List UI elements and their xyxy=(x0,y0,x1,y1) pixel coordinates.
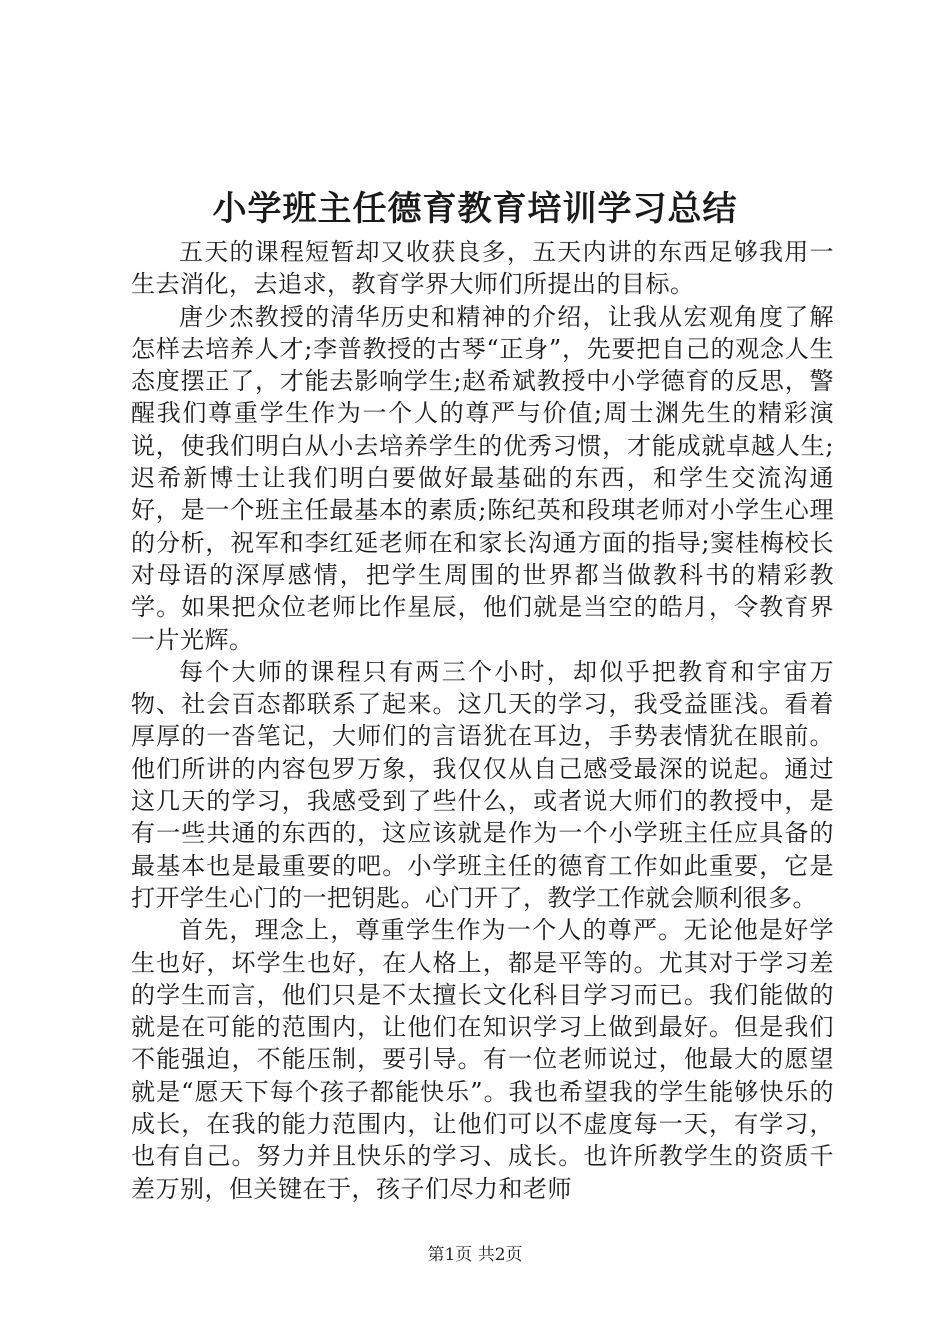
page-footer: 第1页 共2页 xyxy=(427,1245,523,1265)
paragraph-4: 首先，理念上，尊重学生作为一个人的尊严。无论他是好学生也好，坏学生也好，在人格上，都是平等的。尤其对于学习差的学生而言，他们只是不太擅长文化科目学习而已。我们能做的就是在可能的范围内，让他们在知识学习上做到最好。但是我们不能强迫，不能压制，要引导。有一位老师说过，他最大的愿望就是“愿天下每个孩子都能快乐”。我也希望我的学生能够快乐的成长，在我的能力范围内，让他们可以不虚度每一天，有学习，也有自己。努力并且快乐的学习、成长。也许所教学生的资质千差万别，但关键在于，孩子们尽力和老师 xyxy=(131,916,834,1203)
document-title: 小学班主任德育教育培训学习总结 xyxy=(212,189,738,229)
paragraph-1: 五天的课程短暂却又收获良多，五天内讲的东西足够我用一生去消化，去追求，教育学界大师们所提出的目标。 xyxy=(131,238,834,299)
paragraph-2: 唐少杰教授的清华历史和精神的介绍，让我从宏观角度了解怎样去培养人才;李普教授的古琴“正身”，先要把自己的观念人生态度摆正了，才能去影响学生;赵希斌教授中小学德育的反思，警醒我们尊重学生作为一个人的尊严与价值;周士渊先生的精彩演说，使我们明白从小去培养学生的优秀习惯，才能成就卓越人生;迟希新博士让我们明白要做好最基础的东西，和学生交流沟通好，是一个班主任最基本的素质;陈纪英和段琪老师对小学生心理的分析，祝军和李红延老师在和家长沟通方面的指导;窦桂梅校长对母语的深厚感情，把学生周围的世界都当做教科书的精彩教学。如果把众位老师比作星辰，他们就是当空的皓月，令教育界一片光辉。 xyxy=(131,302,834,654)
document-body xyxy=(131,236,834,1205)
paragraph-3: 每个大师的课程只有两三个小时，却似乎把教育和宇宙万物、社会百态都联系了起来。这几天的学习，我受益匪浅。看着厚厚的一沓笔记，大师们的言语犹在耳边，手势表情犹在眼前。他们所讲的内容包罗万象，我仅仅从自己感受最深的说起。通过这几天的学习，我感受到了些什么，或者说大师们的教授中，是有一些共通的东西的，这应该就是作为一个小学班主任应具备的最基本也是最重要的吧。小学班主任的德育工作如此重要，它是打开学生心门的一把钥匙。心门开了，教学工作就会顺利很多。 xyxy=(131,657,834,912)
